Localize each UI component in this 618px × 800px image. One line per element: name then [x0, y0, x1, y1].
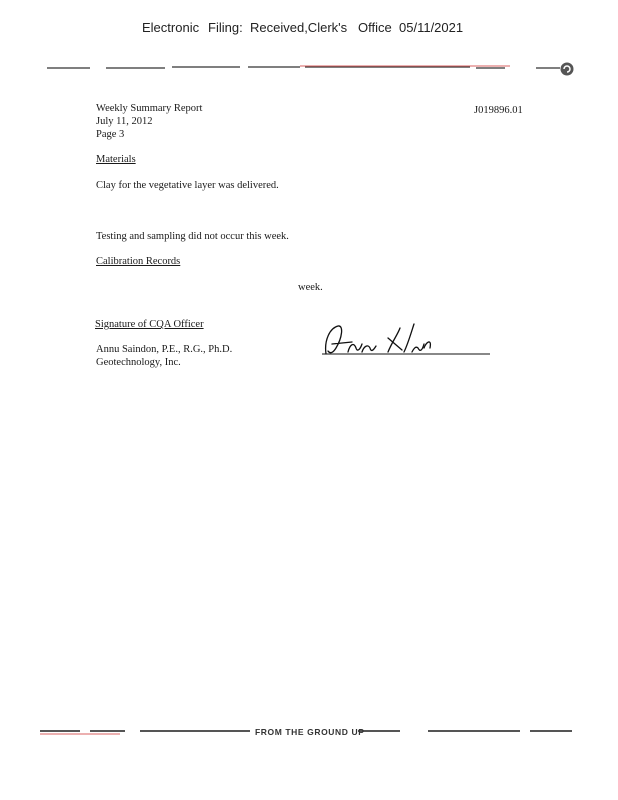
letterhead-band: [0, 60, 618, 80]
signature-heading: Signature of CQA Officer: [95, 319, 204, 330]
calibration-text: week.: [298, 282, 323, 293]
page-number: Page 3: [96, 129, 125, 140]
filing-stamp-electronic: Electronic: [142, 20, 200, 35]
testing-text: Testing and sampling did not occur this week.: [96, 231, 289, 242]
filing-stamp-office: Office: [358, 20, 392, 35]
signatory-name: Annu Saindon, P.E., R.G., Ph.D.: [96, 344, 233, 355]
letterhead-rule: [47, 67, 505, 68]
filing-stamp-received: Received,Clerk's: [250, 20, 348, 35]
signatory-company: Geotechnology, Inc.: [96, 357, 181, 368]
report-date: July 11, 2012: [96, 116, 153, 127]
materials-heading: Materials: [96, 154, 136, 165]
footer-tagline: FROM THE GROUND UP: [255, 727, 365, 737]
filing-stamp-date: 05/11/2021: [399, 20, 464, 35]
signature-stroke: [326, 324, 431, 354]
logo-mark-icon: [561, 63, 574, 76]
filing-stamp-filing: Filing:: [208, 20, 243, 35]
calibration-heading: Calibration Records: [96, 256, 181, 267]
report-title: Weekly Summary Report: [96, 103, 203, 114]
materials-text: Clay for the vegetative layer was delivered.: [96, 180, 279, 191]
handwritten-signature: [318, 318, 494, 360]
project-number: J019896.01: [474, 105, 523, 116]
